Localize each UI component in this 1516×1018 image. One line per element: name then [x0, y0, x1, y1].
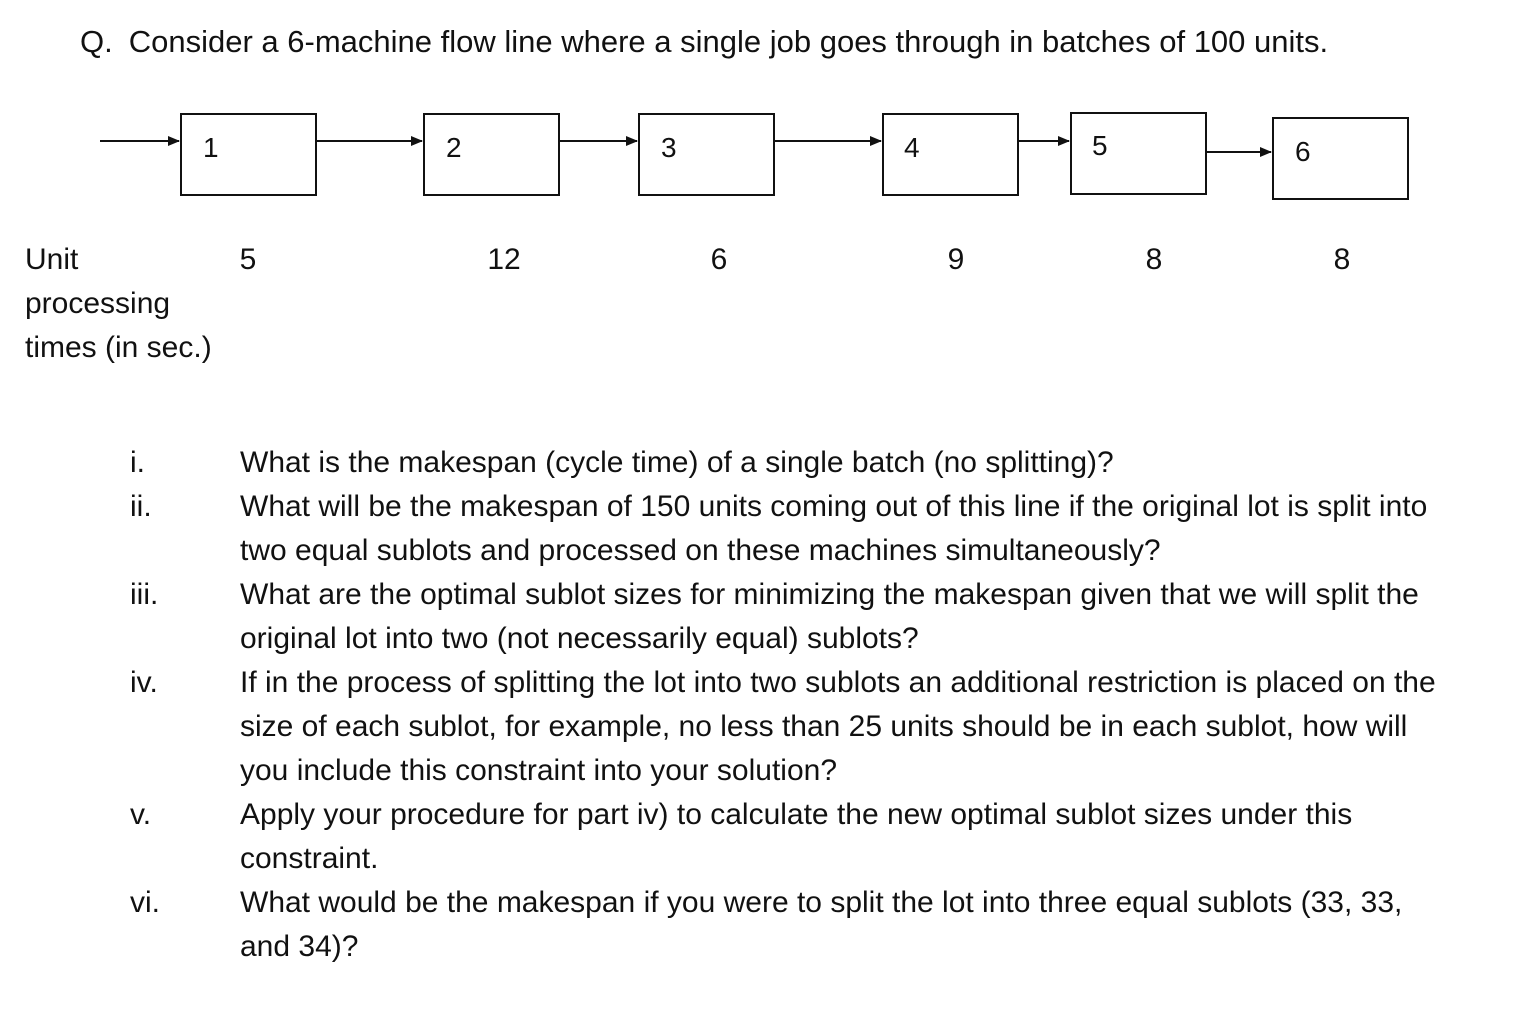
- question-part: [0, 881, 1516, 969]
- machine-label-1: 1: [203, 132, 219, 163]
- question-label: Q.: [80, 24, 113, 59]
- part-text: Apply your procedure for part iv) to calculate the new optimal sublot sizes under this constraint.: [240, 798, 1353, 875]
- part-number: v.: [130, 798, 152, 831]
- question-part: [0, 793, 1516, 881]
- machine-label-3: 3: [661, 132, 677, 163]
- processing-time-5: 8: [1145, 243, 1163, 276]
- question-text: Consider a 6-machine flow line where a single job goes through in batches of 100 units.: [128, 24, 1329, 59]
- machine-label-4: 4: [904, 132, 920, 163]
- part-number: ii.: [130, 490, 152, 523]
- flow-line-diagram: [0, 0, 1516, 220]
- processing-time-3: 6: [710, 243, 728, 276]
- processing-times-label-line-2: processing: [25, 287, 171, 320]
- question-part: [0, 661, 1516, 793]
- machine-box-2: [424, 114, 559, 195]
- processing-times-label: [25, 238, 212, 370]
- processing-time-4: 9: [947, 243, 965, 276]
- part-text: If in the process of splitting the lot into two sublots an additional restriction is placed on the size of each sublot, for example, no less than 25 units should be in each sublot, how will you include this constraint into your solution?: [240, 666, 1436, 787]
- machine-label-5: 5: [1092, 130, 1108, 161]
- part-number: iv.: [130, 666, 158, 699]
- question-parts-list: [0, 441, 1516, 969]
- processing-time-2: 12: [487, 243, 521, 276]
- machine-box-1: [181, 114, 316, 195]
- part-number: i.: [130, 446, 145, 479]
- part-text: What is the makespan (cycle time) of a single batch (no splitting)?: [240, 446, 1114, 479]
- question-part: [0, 485, 1516, 573]
- question-part: [0, 573, 1516, 661]
- question-part: [0, 441, 1516, 485]
- part-text: What are the optimal sublot sizes for minimizing the makespan given that we will split the original lot into two (not necessarily equal) sublots?: [240, 578, 1419, 655]
- part-text: What will be the makespan of 150 units coming out of this line if the original lot is split into two equal sublots and processed on these machines simultaneously?: [240, 490, 1428, 567]
- processing-time-1: 5: [239, 243, 257, 276]
- processing-time-6: 8: [1333, 243, 1351, 276]
- part-text: What would be the makespan if you were to split the lot into three equal sublots (33, 33, and 34)?: [240, 886, 1403, 963]
- processing-times-label-line-3: times (in sec.): [25, 331, 212, 364]
- machine-box-3: [639, 114, 774, 195]
- machine-label-6: 6: [1295, 136, 1311, 167]
- part-number: vi.: [130, 886, 160, 919]
- processing-times-label-line-1: Unit: [25, 243, 79, 276]
- machine-box-6: [1273, 118, 1408, 199]
- part-number: iii.: [130, 578, 159, 611]
- machine-label-2: 2: [446, 132, 462, 163]
